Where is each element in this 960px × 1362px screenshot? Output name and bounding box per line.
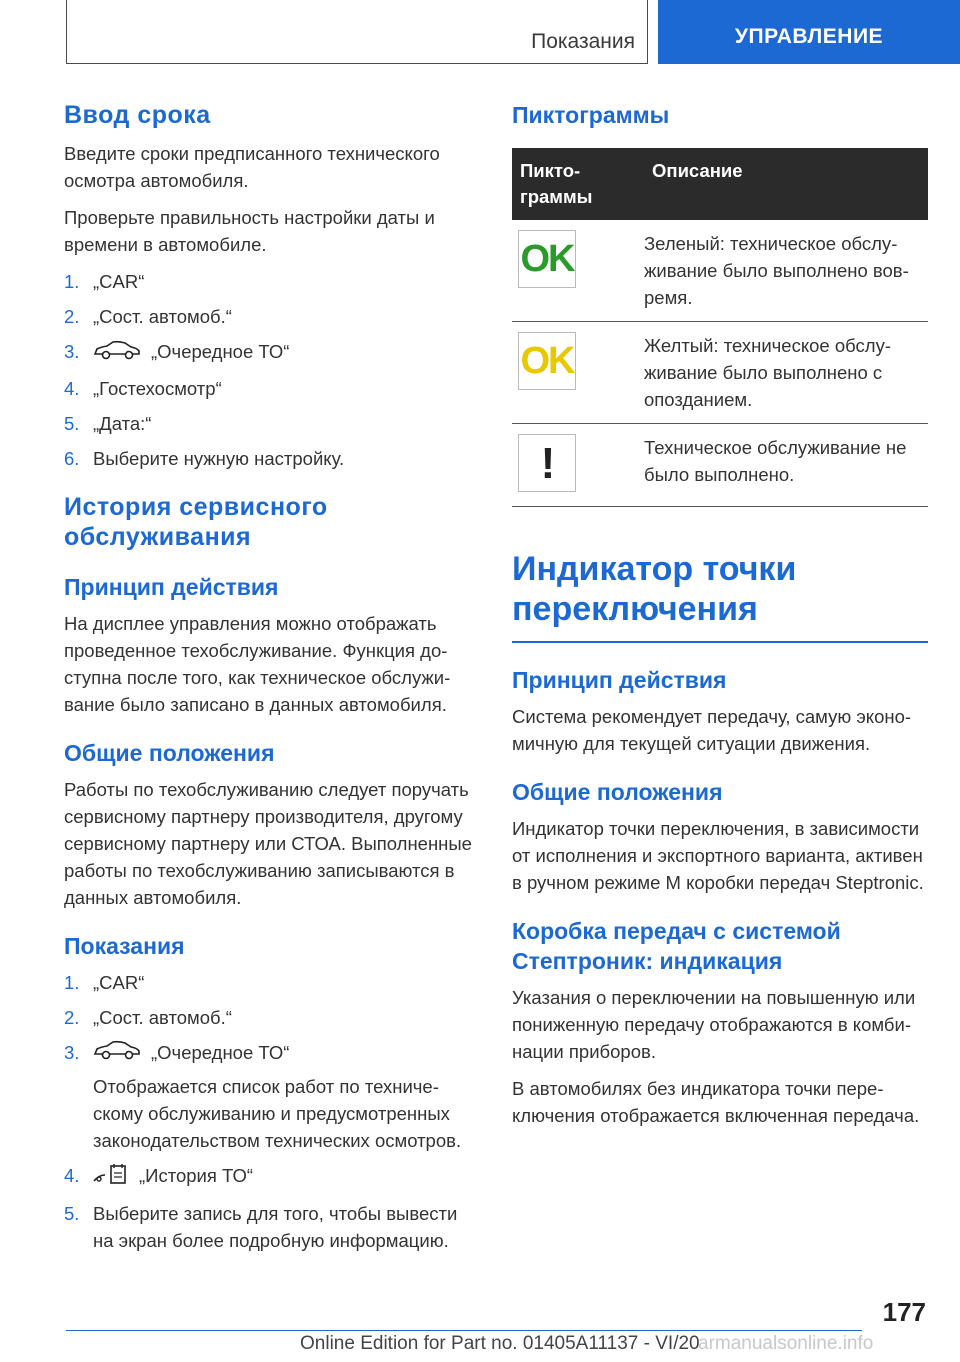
list-item: 5. Выберите запись для того, чтобы вывести на экран более подробную информацию. (64, 1202, 458, 1251)
watermark: armanualsonline.info (698, 1333, 874, 1354)
paragraph: Введите сроки предписанного технического осмотра автомобиля. (64, 143, 440, 191)
steps-list (64, 969, 482, 1254)
service-history-icon (93, 1163, 129, 1192)
heading-shift-indicator: Индикатор точки переключения (512, 550, 797, 628)
heading-service-history: История сервисного обслуживания (64, 492, 328, 551)
table-cell: Техническое обслуживание не было выполнено. (644, 424, 928, 507)
list-item: 3. „Очередное ТО“ (64, 338, 482, 367)
list-item-note: Отображается список работ по техническому обслуживанию и предусмотренных законодательством технических осмотров. (93, 1076, 462, 1152)
ok-yellow-icon: OK (518, 332, 576, 390)
ok-green-icon: OK (518, 230, 576, 288)
steps-list (64, 268, 482, 472)
heading-input-date: Ввод срока (64, 101, 211, 129)
paragraph: Проверьте правильность настройки даты и времени в автомобиле. (64, 207, 435, 255)
heading-principle: Принцип действия (512, 667, 727, 693)
list-item: 4. „Гостехосмотр“ (64, 377, 222, 399)
paragraph: В автомобилях без индикатора точки переключения отображается включенная передача. (512, 1078, 920, 1126)
header-section: Показания (531, 30, 635, 53)
heading-principle: Принцип действия (64, 573, 279, 600)
table-row (512, 220, 928, 322)
left-column (64, 100, 482, 1264)
list-item: 1. „CAR“ (64, 271, 145, 292)
page-number: 177 (882, 1297, 926, 1327)
list-item: 2. „Сост. автомоб.“ (64, 1006, 232, 1028)
table-header-row (512, 148, 928, 220)
footer-rule (66, 1330, 862, 1331)
paragraph: На дисплее управления можно отображать проведенное техобслуживание. Функция доступна после того, как техническое обслуживание было записано в данных автомобиля. (64, 612, 451, 715)
table-row (512, 424, 928, 507)
paragraph: Индикатор точки переключения, в зависимости от исполнения и экспортного варианта, активен в ручном режиме M коробки передач Steptronic. (512, 818, 924, 893)
paragraph: Указания о переключении на повышенную или пониженную передачу отображаются в комбинации приборов. (512, 987, 916, 1062)
list-item: 5. „Дата:“ (64, 412, 152, 434)
list-item: 3. „Очередное ТО“ Отображается список работ по техническому обслуживанию и предусмотренных законодательством технических осмотров. (64, 1039, 482, 1155)
list-item: 6. Выберите нужную настройку. (64, 447, 345, 469)
paragraph: Система рекомендует передачу, самую экономичную для текущей ситуации движения. (512, 706, 912, 754)
heading-pictograms: Пиктограммы (512, 102, 670, 128)
table-header-cell: Описание (644, 148, 928, 220)
heading-display: Показания (64, 932, 185, 959)
heading-general: Общие положения (64, 739, 275, 766)
list-item: 2. „Сост. автомоб.“ (64, 306, 232, 327)
table-row (512, 322, 928, 424)
exclamation-icon: ! (518, 434, 576, 492)
car-service-icon (93, 1040, 141, 1067)
right-column (512, 100, 928, 1139)
list-item: 1. „CAR“ (64, 971, 145, 993)
header-chapter: УПРАВЛЕНИЕ (658, 0, 960, 64)
pictogram-table (512, 148, 928, 507)
table-cell: Желтый: техническое обслуживание было выполнено с опозданием. (644, 322, 928, 424)
footer-edition: Online Edition for Part no. 01405A11137 - VI/20 (300, 1333, 700, 1354)
paragraph: Работы по техобслуживанию следует поручать сервисному партнеру производителя, другому сервисному партнеру или СТОА. Выполненные работы по техобслуживанию записываются в данных автомобиля. (64, 778, 472, 908)
section-rule (512, 641, 928, 643)
table-header-cell: Пиктограммы (512, 148, 644, 220)
heading-general: Общие положения (512, 779, 723, 805)
table-cell: Зеленый: техническое обслуживание было выполнено вовремя. (644, 220, 928, 322)
list-item: 4. „История ТО“ (64, 1162, 482, 1192)
heading-steptronic: Коробка передач с системой Стептроник: индикация (512, 918, 841, 974)
car-service-icon (93, 340, 141, 367)
